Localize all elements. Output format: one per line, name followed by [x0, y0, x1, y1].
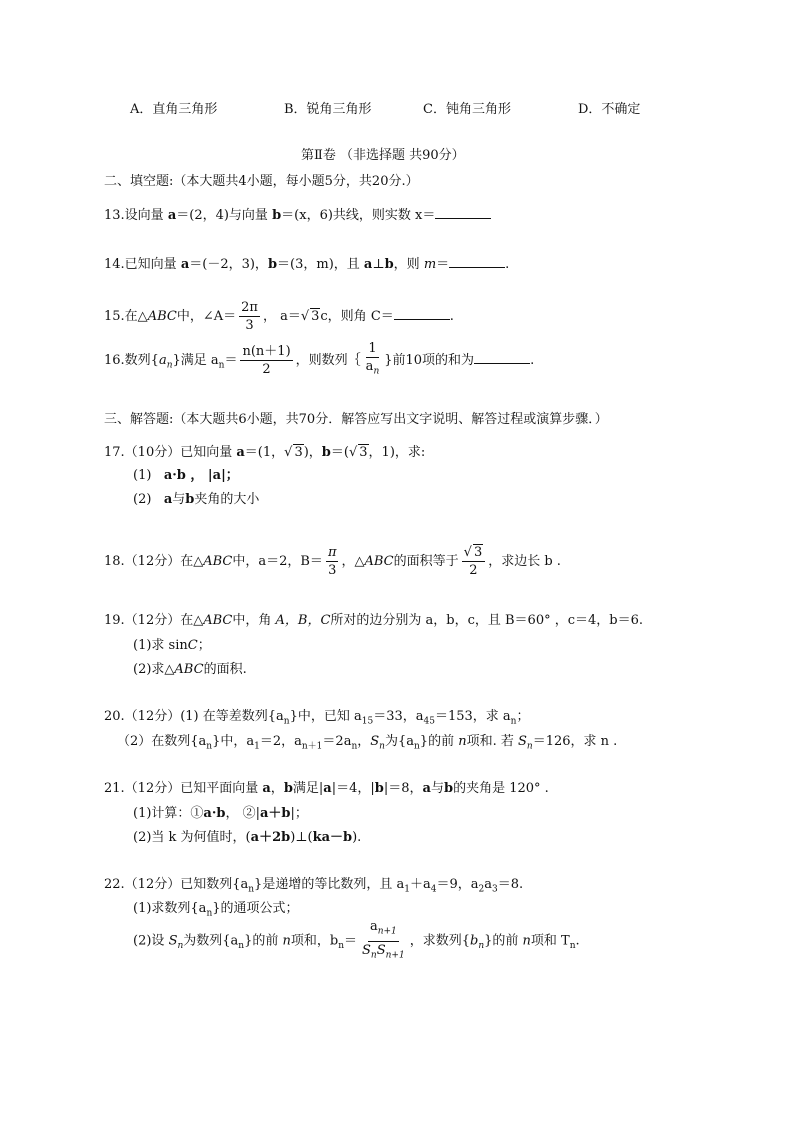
fraction: $\frac{2\pi}{3}$: [241, 300, 258, 333]
question-16: 16.数列$\{a_n\}$满足 $a_n=$ $\frac{n(n+1)}{2}$ ，则数列｛ $\frac{1}{a_n}$ }前10项的和为 .: [104, 340, 534, 385]
section2-header: 二、填空题:（本大题共4小题，每小题5分，共20分.）: [104, 174, 419, 189]
question-21: 21.（12分）已知平面向量 a，b满足|a|＝4，|b|＝8，a与b的夹角是 120° .: [104, 781, 549, 796]
question-18: 18.（12分）在△ABC中，a＝2，B＝ $\frac{\pi}{3}$ ，△ABC的面积等于 $\frac{√ 3}{2}$ ，求边长 b .: [104, 545, 561, 578]
question-17-part-2: (2) a与b夹角的大小: [133, 492, 260, 507]
section3-header: 三、解答题:（本大题共6小题，共70分．解答应写出文字说明、解答过程或演算步骤．）: [104, 412, 608, 427]
option-c: C．钝角三角形: [423, 102, 511, 117]
question-17-part-1: (1) a·b ， |a|；: [133, 468, 239, 483]
question-20-line-1: 20.（12分）(1) 在等差数列$\{a_n\}$中，已知 $a_{15}=33$，$a_{45}=153$，求 $a_n$；: [104, 709, 530, 727]
question-21-part-2: (2)当 k 为何值时，(a＋2b)⊥(ka－b).: [133, 830, 362, 845]
option-b: B．锐角三角形: [284, 102, 372, 117]
question-19-part-2: (2)求△ABC的面积.: [133, 662, 247, 677]
part2-title: 第Ⅱ卷 （非选择题 共90分）: [301, 148, 465, 163]
fraction: $\frac{n(n+1)}{2}$: [242, 343, 291, 377]
question-21-part-1: (1)计算：①a·b， ②|a＋b|；: [133, 806, 308, 821]
option-d: D．不确定: [578, 102, 641, 117]
fraction: $\frac{\pi}{3}$: [327, 545, 337, 578]
answer-blank[interactable]: [449, 254, 505, 268]
question-22-part-1: (1)求数列$\{a_n\}$的通项公式；: [133, 901, 299, 919]
question-20-line-2: （2）在数列$\{a_n\}$中，$a_1=2$，$a_{n+1}=2a_n$，$S_n$为$\{a_n\}$的前 n项和. 若 $S_n=126$，求 n .: [117, 734, 618, 752]
question-22: 22.（12分）已知数列$\{a_n\}$是递增的等比数列，且 $a_1+a_4=9$，$a_2a_3=8$.: [104, 877, 524, 895]
fraction: $\frac{√ 3}{2}$: [462, 544, 486, 579]
question-19-part-1: (1)求 sinC；: [133, 638, 211, 653]
fraction: $\frac{a_{n+1}}{S_nS_{n+1}}$: [362, 919, 405, 961]
answer-blank[interactable]: [474, 350, 530, 364]
answer-blank[interactable]: [435, 205, 491, 219]
fraction: $\frac{1}{a_n}$: [365, 341, 380, 377]
question-22-part-2: (2)设 $S_n$为数列$\{a_n\}$的前 n项和，$b_n=$ $\frac{a_{n+1}}{S_nS_{n+1}}$ ，求数列$\{b_n\}$的前 n项和 $T_n$.: [133, 918, 580, 966]
question-17: 17.（10分）已知向量 a＝(1，√ 3)，b＝(√ 3，1)，求:: [104, 445, 426, 460]
question-15: 15.在△ABC中，∠A＝ $\frac{2\pi}{3}$ ， a＝√ 3c，则角 C＝ .: [104, 300, 454, 333]
question-14: 14.已知向量 a＝(－2，3)，b＝(3，m)，且 a⊥b，则 m＝ .: [104, 254, 509, 275]
question-19: 19.（12分）在△ABC中，角 A，B，C所对的边分别为 a，b，c，且 B＝60° ，c＝4，b＝6.: [104, 613, 644, 628]
question-13: 13.设向量 a＝(2，4)与向量 b＝(x，6)共线，则实数 x＝: [104, 205, 491, 226]
option-a: A．直角三角形: [130, 102, 218, 117]
answer-blank[interactable]: [394, 306, 450, 320]
